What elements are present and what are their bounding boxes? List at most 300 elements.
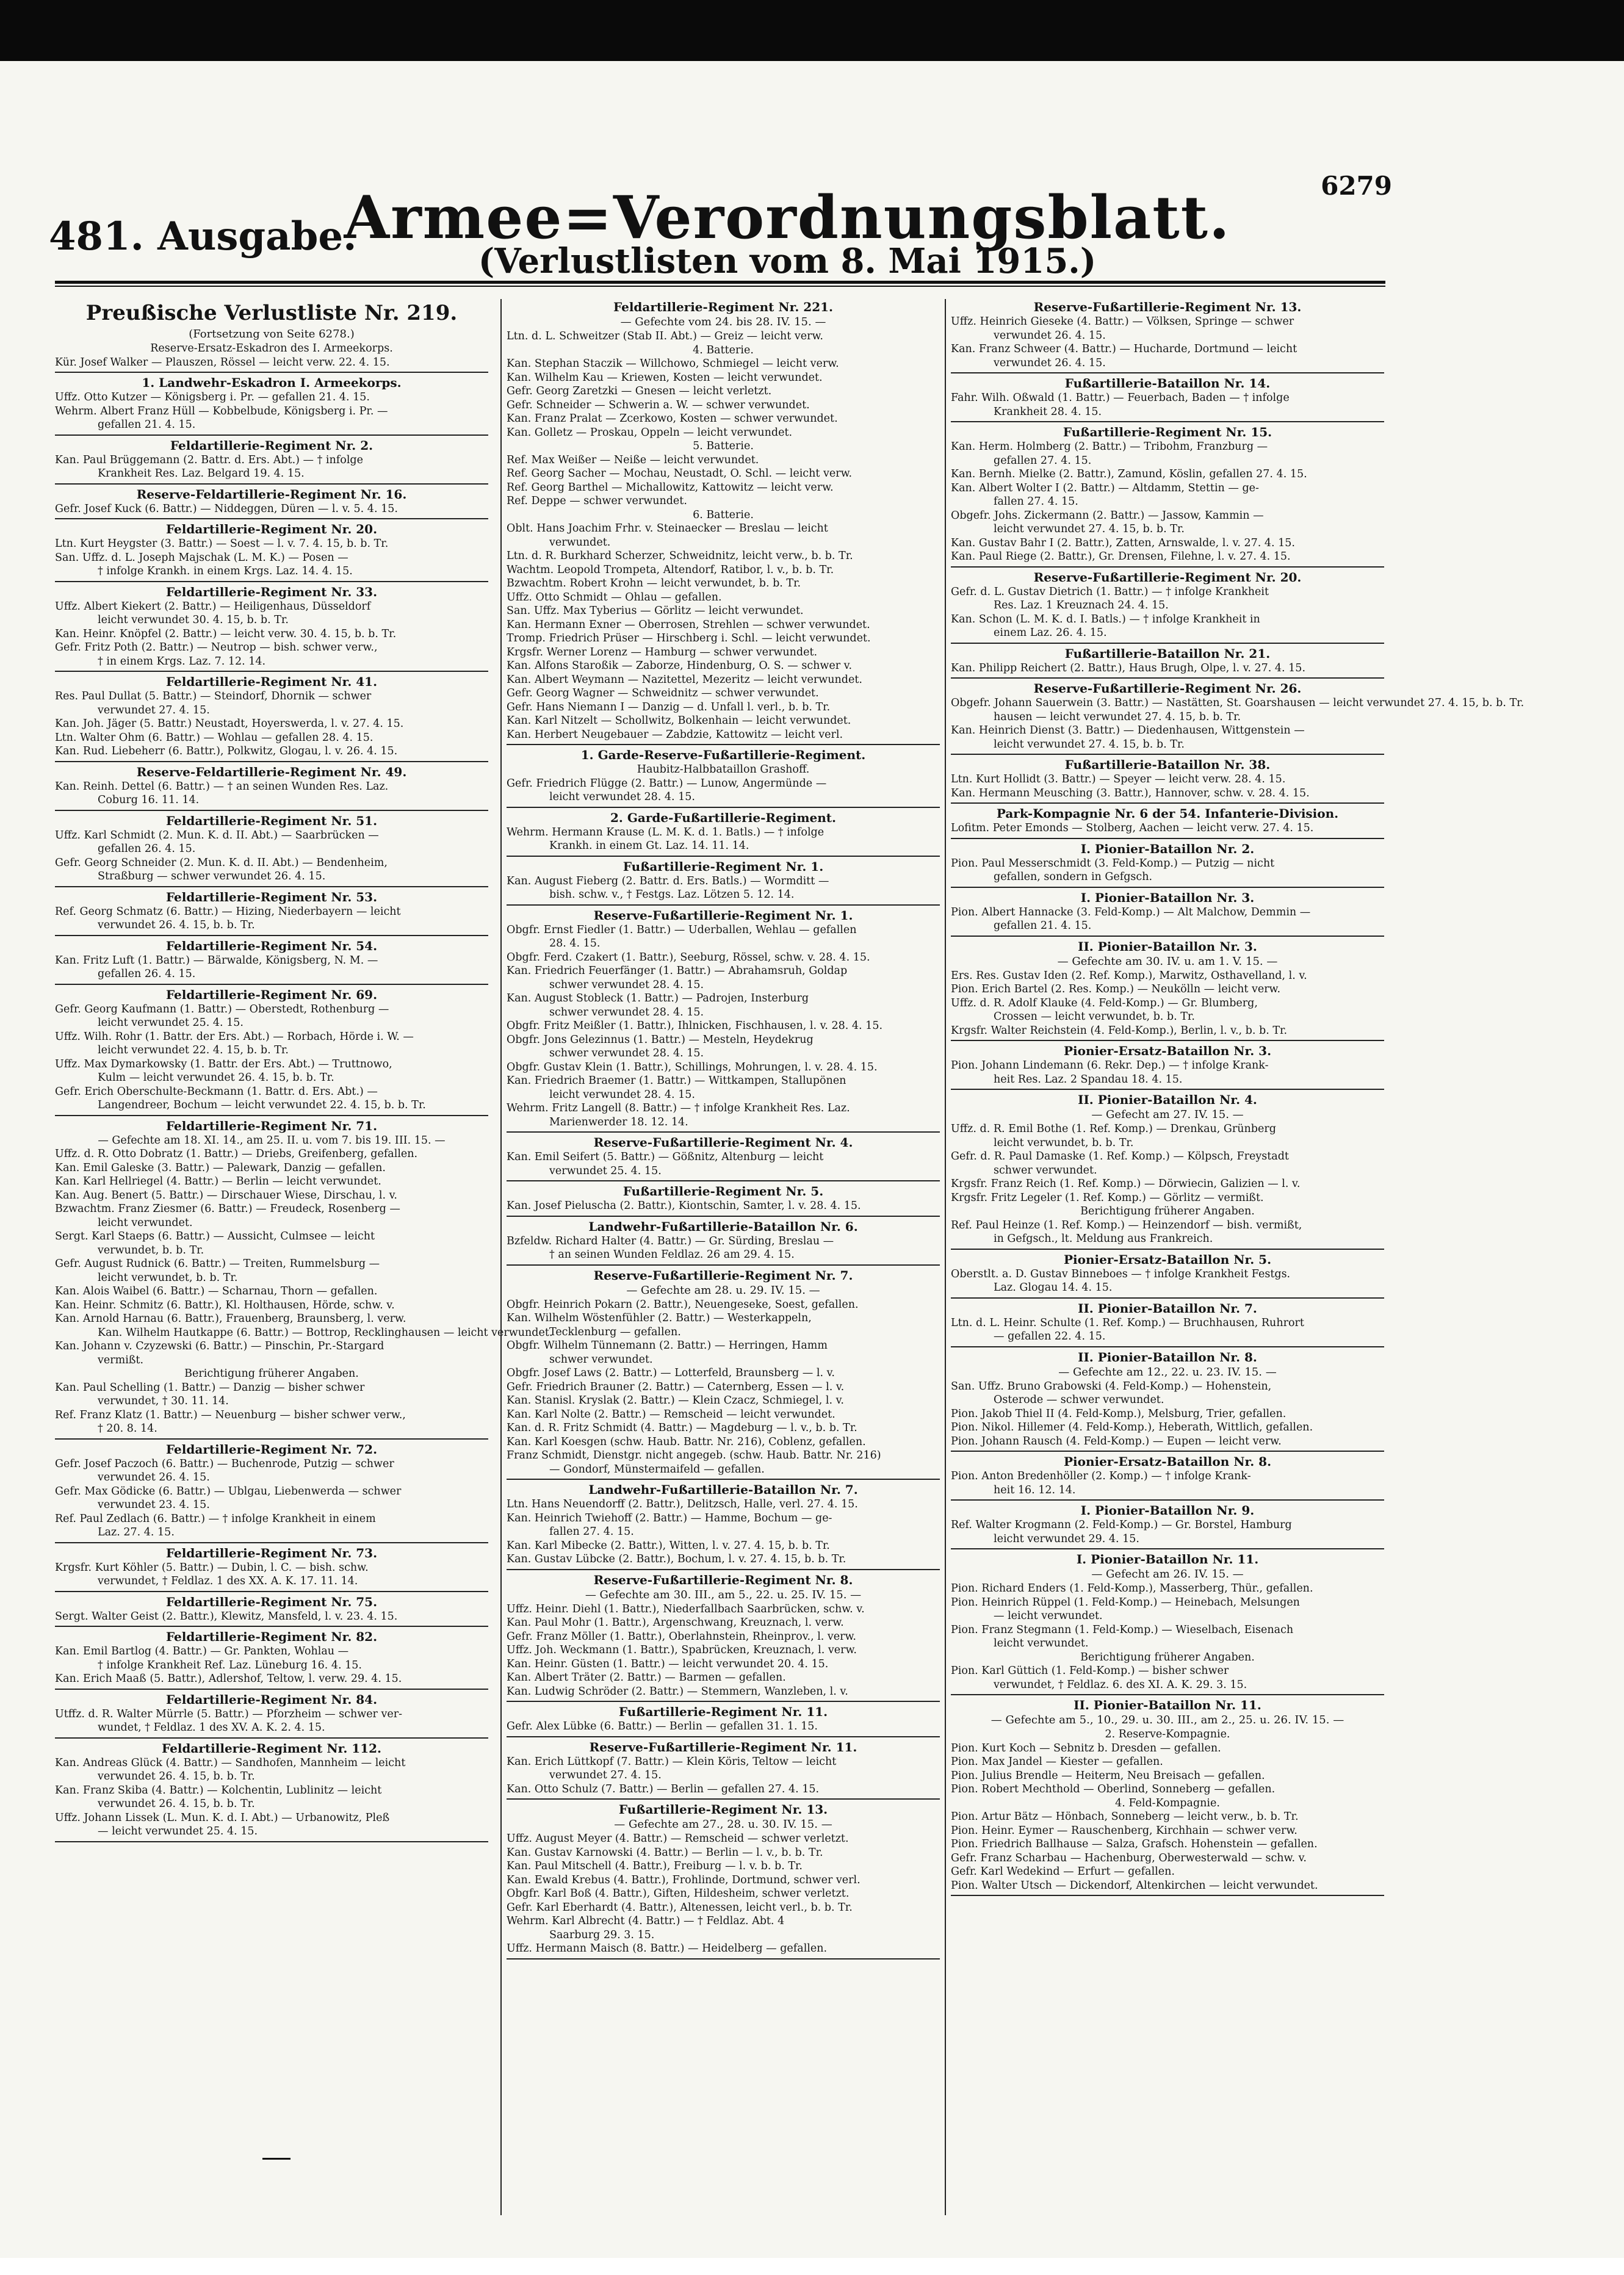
casualty-entry: verwundet, † Feldlaz. 1 des XX. A. K. 17. 11. 14. — [98, 1575, 358, 1587]
section-heading: I. Pionier-Bataillon Nr. 9. — [1080, 1503, 1255, 1518]
scan-border — [0, 0, 1624, 61]
casualty-entry: Pion. Franz Stegmann (1. Feld-Komp.) — Wieselbach, Eisenach — [951, 1623, 1294, 1636]
list-section — [951, 299, 1384, 373]
section-heading: Reserve-Fußartillerie-Regiment Nr. 8. — [593, 1572, 853, 1587]
section-heading: Fußartillerie-Regiment Nr. 1. — [623, 859, 824, 874]
list-section — [951, 939, 1384, 1042]
list-section — [507, 907, 940, 1133]
casualty-entry: Krankheit Res. Laz. Belgard 19. 4. 15. — [98, 467, 305, 480]
list-section — [507, 859, 940, 906]
casualty-entry: Gefr. Georg Kaufmann (1. Battr.) — Oberstedt, Rothenburg — — [55, 1003, 389, 1015]
casualty-entry: schwer verwundet 28. 4. 15. — [549, 1006, 704, 1019]
casualty-entry: † in einem Krgs. Laz. 7. 12. 14. — [98, 655, 266, 668]
casualty-entry: Utffz. d. R. Walter Mürrle (5. Battr.) — Pforzheim — schwer ver- — [55, 1707, 402, 1720]
list-section — [55, 1740, 488, 1842]
casualty-entry: Kan. Fritz Luft (1. Battr.) — Bärwalde, Königsberg, N. M. — — [55, 954, 378, 967]
casualty-entry: Kan. Emil Seifert (5. Battr.) — Gößnitz, Altenburg — leicht — [507, 1151, 824, 1163]
section-heading: Reserve-Fußartillerie-Regiment Nr. 1. — [593, 907, 853, 923]
casualty-entry: Krgsfr. Werner Lorenz — Hamburg — schwer verwundet. — [507, 646, 818, 658]
casualty-entry: bish. schw. v., † Festgs. Laz. Lötzen 5. 12. 14. — [549, 889, 795, 901]
casualty-entry: Pion. Anton Bredenhöller (2. Komp.) — † infolge Krank- — [951, 1470, 1251, 1482]
casualty-entry: verwundet 26. 4. 15. — [98, 1471, 210, 1484]
section-heading: 1. Garde-Reserve-Fußartillerie-Regiment. — [580, 748, 866, 762]
casualty-entry: vermißt. — [98, 1354, 144, 1366]
casualty-entry: Marienwerder 18. 12. 14. — [549, 1116, 688, 1128]
list-section — [507, 1704, 940, 1737]
list-section — [951, 841, 1384, 888]
casualty-entry: Gefr. Josef Kuck (6. Battr.) — Niddeggen, Düren — l. v. 5. 4. 15. — [55, 502, 398, 515]
list-section — [951, 1551, 1384, 1695]
subsection-label: Berichtigung früherer Angaben. — [184, 1368, 359, 1380]
casualty-entry: leicht verwundet 27. 4. 15, b. b. Tr. — [994, 738, 1185, 751]
list-section — [951, 1502, 1384, 1549]
casualty-entry: Obgefr. Johs. Zickermann (2. Battr.) — Jassow, Kammin — — [951, 509, 1264, 522]
section-heading: Reserve-Feldartillerie-Regiment Nr. 49. — [136, 764, 407, 779]
casualty-entry: Obgfr. Fritz Meißler (1. Battr.), Ihlnicken, Fischhausen, l. v. 28. 4. 15. — [507, 1020, 883, 1032]
masthead-rule — [55, 281, 1385, 287]
casualty-entry: Kan. Karl Mibecke (2. Battr.), Witten, l. v. 27. 4. 15, b. b. Tr. — [507, 1539, 830, 1552]
section-heading: Feldartillerie-Regiment Nr. 72. — [165, 1441, 378, 1457]
casualty-entry: Straßburg — schwer verwundet 26. 4. 15. — [98, 870, 326, 882]
casualty-entry: Ref. Walter Krogmann (2. Feld-Komp.) — Gr. Borstel, Hamburg — [951, 1519, 1292, 1531]
section-heading: Pionier-Ersatz-Bataillon Nr. 3. — [1063, 1044, 1272, 1058]
section-heading: Pionier-Ersatz-Bataillon Nr. 5. — [1063, 1252, 1272, 1267]
casualty-entry: Ref. Georg Sacher — Mochau, Neustadt, O. Schl. — leicht verw. — [507, 467, 853, 480]
casualty-entry: Kan. Golletz — Proskau, Oppeln — leicht verwundet. — [507, 426, 793, 439]
list-section — [951, 375, 1384, 422]
subsection-label: 2. Reserve-Kompagnie. — [1105, 1728, 1230, 1740]
casualty-entry: Oblt. Hans Joachim Frhr. v. Steinaecker — Breslau — leicht — [507, 522, 828, 535]
casualty-entry: verwundet 25. 4. 15. — [549, 1164, 662, 1177]
casualty-entry: Wehrm. Karl Albrecht (4. Battr.) — † Feldlaz. Abt. 4 — [507, 1915, 785, 1927]
casualty-entry: Laz. Glogau 14. 4. 15. — [994, 1282, 1113, 1294]
section-heading: Fußartillerie-Regiment Nr. 15. — [1063, 425, 1272, 439]
casualty-entry: Kan. Wilhelm Kau — Kriewen, Kosten — leicht verwundet. — [507, 371, 823, 384]
list-section — [55, 1594, 488, 1628]
casualty-entry: Pion. Max Jandel — Kiester — gefallen. — [951, 1756, 1163, 1768]
list-section — [55, 889, 488, 936]
casualty-entry: heit 16. 12. 14. — [994, 1484, 1076, 1496]
casualty-entry: Kan. Hermann Meusching (3. Battr.), Hannover, schw. v. 28. 4. 15. — [951, 787, 1310, 799]
casualty-entry: leicht verwundet 27. 4. 15, b. b. Tr. — [994, 523, 1185, 535]
list-section — [951, 1092, 1384, 1250]
casualty-entry: Kan. Karl Hellriegel (4. Battr.) — Berlin — leicht verwundet. — [55, 1175, 381, 1188]
casualty-entry: Ers. Res. Gustav Iden (2. Ref. Komp.), Marwitz, Osthavelland, l. v. — [951, 969, 1307, 982]
list-section — [951, 757, 1384, 804]
list-section — [951, 569, 1384, 644]
casualty-entry: Fahr. Wilh. Oßwald (1. Battr.) — Feuerbach, Baden — † infolge — [951, 392, 1290, 404]
masthead-subtitle: (Verlustlisten vom 8. Mai 1915.) — [478, 241, 1097, 281]
section-heading: Preußische Verlustliste Nr. 219. — [85, 301, 458, 325]
casualty-entry: Kan. Franz Skiba (4. Battr.) — Kolchentin, Lublinitz — leicht — [55, 1784, 382, 1797]
casualty-entry: Bzwachtm. Robert Krohn — leicht verwundet, b. b. Tr. — [507, 577, 801, 589]
subsection-label: 6. Batterie. — [693, 508, 754, 521]
casualty-entry: Gefr. Karl Eberhardt (4. Battr.), Altenessen, leicht verl., b. b. Tr. — [507, 1901, 853, 1914]
casualty-entry: verwundet 26. 4. 15, b. b. Tr. — [98, 1770, 255, 1783]
section-heading: 2. Garde-Fußartillerie-Regiment. — [610, 810, 836, 825]
casualty-entry: Obgfr. Gustav Klein (1. Battr.), Schillings, Mohrungen, l. v. 28. 4. 15. — [507, 1061, 878, 1073]
list-section — [55, 1441, 488, 1543]
casualty-entry: Kan. Alois Waibel (6. Battr.) — Scharnau, Thorn — gefallen. — [55, 1285, 378, 1297]
casualty-entry: Kan. Wilhelm Hautkappe (6. Battr.) — Bottrop, Recklinghausen — leicht verwundet. — [98, 1326, 553, 1339]
casualty-entry: † an seinen Wunden Feldlaz. 26 am 29. 4. 15. — [549, 1249, 795, 1261]
casualty-entry: Uffz. Albert Kiekert (2. Battr.) — Heiligenhaus, Düsseldorf — [55, 600, 371, 613]
casualty-entry: Kan. Karl Nitzelt — Schollwitz, Bolkenhain — leicht verwundet. — [507, 715, 851, 727]
casualty-entry: Kan. Andreas Glück (4. Battr.) — Sandhofen, Mannheim — leicht — [55, 1756, 406, 1769]
casualty-entry: Kan. Johann v. Czyzewski (6. Battr.) — Pinschin, Pr.-Stargard — [55, 1340, 384, 1352]
casualty-entry: Kan. Herm. Holmberg (2. Battr.) — Tribohm, Franzburg — — [951, 441, 1268, 453]
casualty-entry: Kan. Josef Pieluscha (2. Battr.), Kiontschin, Samter, l. v. 28. 4. 15. — [507, 1200, 861, 1212]
casualty-entry: Kür. Josef Walker — Plauszen, Rössel — leicht verw. 22. 4. 15. — [55, 356, 390, 369]
casualty-entry: Uffz. d. R. Emil Bothe (1. Ref. Komp.) — Drenkau, Grünberg — [951, 1123, 1276, 1135]
subsection-label: 4. Feld-Kompagnie. — [1115, 1797, 1220, 1809]
casualty-entry: gefallen 26. 4. 15. — [98, 968, 196, 980]
casualty-entry: Ref. Franz Klatz (1. Battr.) — Neuenburg — bisher schwer verw., — [55, 1408, 406, 1421]
printer-mark — [262, 2158, 291, 2160]
casualty-entry: Pion. Jakob Thiel II (4. Feld-Komp.), Melsburg, Trier, gefallen. — [951, 1407, 1287, 1420]
casualty-entry: Wehrm. Hermann Krause (L. M. K. d. 1. Batls.) — † infolge — [507, 826, 825, 838]
casualty-entry: Kan. Aug. Benert (5. Battr.) — Dirschauer Wiese, Dirschau, l. v. — [55, 1189, 397, 1202]
casualty-entry: Obgefr. Johann Sauerwein (3. Battr.) — Nastätten, St. Goarshausen — leicht verwundet 27. 4. 15, b. b. Tr. — [951, 697, 1525, 709]
casualty-entry: Pion. Robert Mechthold — Oberlind, Sonneberg — gefallen. — [951, 1783, 1276, 1795]
subsection-label: Haubitz-Halbbataillon Grashoff. — [637, 763, 810, 776]
casualty-entry: Kan. Ludwig Schröder (2. Battr.) — Stemmern, Wanzleben, l. v. — [507, 1685, 848, 1698]
casualty-entry: Pion. Johann Lindemann (6. Rekr. Dep.) — † infolge Krank- — [951, 1059, 1269, 1072]
casualty-entry: Gefr. Erich Oberschulte-Beckmann (1. Battr. d. Ers. Abt.) — — [55, 1085, 378, 1098]
casualty-entry: Ref. Paul Heinze (1. Ref. Komp.) — Heinzendorf — bish. vermißt, — [951, 1219, 1302, 1231]
casualty-entry: gefallen 21. 4. 15. — [994, 920, 1092, 932]
list-section — [55, 674, 488, 762]
casualty-entry: leicht verwundet, b. b. Tr. — [98, 1271, 238, 1284]
casualty-entry: in Gefgsch., lt. Meldung aus Frankreich. — [994, 1233, 1213, 1245]
casualty-entry: Kan. Stephan Staczik — Willchowo, Schmiegel — leicht verw. — [507, 358, 839, 370]
section-heading: 1. Landwehr-Eskadron I. Armeekorps. — [142, 375, 402, 390]
casualty-entry: Kan. Alfons Staroßik — Zaborze, Hindenburg, O. S. — schwer v. — [507, 660, 853, 672]
section-heading: II. Pionier-Bataillon Nr. 11. — [1074, 1698, 1261, 1712]
list-section — [951, 890, 1384, 937]
casualty-entry: Kan. August Stobleck (1. Battr.) — Padrojen, Insterburg — [507, 992, 809, 1004]
casualty-entry: Kan. August Fieberg (2. Battr. d. Ers. Batls.) — Wormditt — — [507, 874, 829, 887]
casualty-entry: Ltn. Walter Ohm (6. Battr.) — Wohlau — gefallen 28. 4. 15. — [55, 731, 374, 744]
list-section — [951, 1252, 1384, 1299]
section-heading: Feldartillerie-Regiment Nr. 54. — [165, 938, 378, 953]
casualty-entry: Sergt. Walter Geist (2. Battr.), Klewitz, Mansfeld, l. v. 23. 4. 15. — [55, 1610, 398, 1623]
casualty-entry: gefallen, sondern in Gefgsch. — [994, 871, 1153, 883]
casualty-entry: Kan. Franz Schweer (4. Battr.) — Hucharde, Dortmund — leicht — [951, 343, 1297, 355]
casualty-entry: † 20. 8. 14. — [98, 1422, 157, 1435]
section-heading: Feldartillerie-Regiment Nr. 84. — [165, 1692, 378, 1707]
casualty-entry: Ref. Paul Zedlach (6. Battr.) — † infolge Krankheit in einem — [55, 1512, 376, 1525]
list-section — [507, 1267, 940, 1480]
list-section — [951, 1454, 1384, 1501]
column-3 — [945, 299, 1525, 2215]
list-section — [55, 1545, 488, 1592]
masthead-title: Armee=Verordnungsblatt. — [344, 183, 1231, 252]
casualty-entry: Gefr. Georg Zaretzki — Gnesen — leicht verletzt. — [507, 385, 772, 397]
section-heading: Feldartillerie-Regiment Nr. 82. — [165, 1629, 378, 1644]
casualty-entry: Kan. Schon (L. M. K. d. I. Batls.) — † infolge Krankheit in — [951, 613, 1260, 626]
casualty-entry: Ltn. Kurt Heygster (3. Battr.) — Soest — l. v. 7. 4. 15, b. b. Tr. — [55, 538, 389, 550]
casualty-entry: verwundet, b. b. Tr. — [98, 1244, 204, 1256]
list-section — [507, 1572, 940, 1703]
casualty-entry: Ltn. Kurt Hollidt (3. Battr.) — Speyer — leicht verw. 28. 4. 15. — [951, 773, 1286, 785]
casualty-entry: Kan. Franz Pralat — Zcerkowo, Kosten — schwer verwundet. — [507, 413, 838, 425]
subsection-label: — Gefechte am 18. XI. 14., am 25. II. u. vom 7. bis 19. III. 15. — — [98, 1134, 446, 1147]
casualty-entry: Kan. Erich Lüttkopf (7. Battr.) — Klein Köris, Teltow — leicht — [507, 1755, 837, 1768]
casualty-entry: Kan. Friedrich Feuerfänger (1. Battr.) — Abrahamsruh, Goldap — [507, 965, 848, 977]
casualty-entry: Res. Laz. 1 Kreuznach 24. 4. 15. — [994, 599, 1169, 611]
page-number: 6279 — [1321, 171, 1392, 201]
section-subheading: — Gefechte am 5., 10., 29. u. 30. III., am 2., 25. u. 26. IV. 15. — — [991, 1714, 1344, 1726]
section-heading: Feldartillerie-Regiment Nr. 73. — [165, 1545, 378, 1560]
casualty-entry: verwundet. — [549, 536, 611, 549]
casualty-entry: Pion. Heinr. Eymer — Rauschenberg, Kirchhain — schwer verw. — [951, 1824, 1297, 1837]
casualty-entry: Ref. Georg Barthel — Michallowitz, Kattowitz — leicht verw. — [507, 481, 834, 494]
list-section — [507, 1134, 940, 1181]
list-section — [55, 375, 488, 436]
casualty-entry: Wachtm. Leopold Trompeta, Altendorf, Ratibor, l. v., b. b. Tr. — [507, 563, 834, 576]
casualty-entry: leicht verwundet 30. 4. 15, b. b. Tr. — [98, 614, 289, 626]
casualty-entry: gefallen 21. 4. 15. — [98, 419, 196, 431]
list-section — [507, 1801, 940, 1960]
section-heading: Pionier-Ersatz-Bataillon Nr. 8. — [1063, 1454, 1272, 1469]
casualty-entry: Gefr. August Rudnick (6. Battr.) — Treiten, Rummelsburg — — [55, 1258, 380, 1270]
section-subheading: — Gefecht am 26. IV. 15. — — [1091, 1568, 1244, 1581]
list-section — [55, 486, 488, 520]
column-1 — [55, 299, 553, 2215]
column-2 — [500, 299, 940, 2215]
casualty-entry: leicht verwundet 22. 4. 15, b. b. Tr. — [98, 1044, 289, 1056]
section-subheading: — Gefechte vom 24. bis 28. IV. 15. — — [620, 315, 826, 328]
casualty-entry: Kan. Friedrich Braemer (1. Battr.) — Wittkampen, Stallupönen — [507, 1075, 846, 1087]
list-section — [951, 1043, 1384, 1090]
list-section — [55, 938, 488, 985]
casualty-entry: leicht verwundet, b. b. Tr. — [994, 1136, 1134, 1149]
casualty-entry: Pion. Artur Bätz — Hönbach, Sonneberg — leicht verw., b. b. Tr. — [951, 1811, 1299, 1823]
section-subheading: (Fortsetzung von Seite 6278.) — [189, 328, 355, 341]
casualty-entry: verwundet 27. 4. 15. — [98, 704, 210, 716]
casualty-entry: Kan. Paul Schelling (1. Battr.) — Danzig — bisher schwer — [55, 1381, 365, 1394]
casualty-entry: Kan. Heinr. Schmitz (6. Battr.), Kl. Holthausen, Hörde, schw. v. — [55, 1299, 395, 1311]
list-section — [951, 806, 1384, 839]
section-heading: Reserve-Fußartillerie-Regiment Nr. 13. — [1033, 300, 1302, 314]
section-subheading: — Gefechte am 30. III., am 5., 22. u. 25. IV. 15. — — [585, 1588, 862, 1601]
casualty-entry: schwer verwundet. — [994, 1164, 1097, 1177]
casualty-entry: Kan. Reinh. Dettel (6. Battr.) — † an seinen Wunden Res. Laz. — [55, 780, 389, 793]
casualty-entry: Ltn. d. R. Burkhard Scherzer, Schweidnitz, leicht verw., b. b. Tr. — [507, 550, 853, 562]
list-section — [55, 764, 488, 811]
casualty-entry: 28. 4. 15. — [549, 937, 601, 950]
casualty-entry: Kan. Ewald Krebus (4. Battr.), Frohlinde, Dortmund, schwer verl. — [507, 1873, 861, 1886]
issue-number: 481. Ausgabe. — [49, 214, 357, 259]
casualty-entry: Bzwachtm. Franz Ziesmer (6. Battr.) — Freudeck, Rosenberg — — [55, 1203, 400, 1215]
casualty-entry: Uffz. Otto Kutzer — Königsberg i. Pr. — gefallen 21. 4. 15. — [55, 391, 370, 403]
casualty-entry: Uffz. d. R. Otto Dobratz (1. Battr.) — Driebs, Greifenberg, gefallen. — [55, 1148, 418, 1160]
casualty-entry: Kan. Heinr. Güsten (1. Battr.) — leicht verwundet 20. 4. 15. — [507, 1657, 829, 1670]
casualty-entry: Pion. Walter Utsch — Dickendorf, Altenkirchen — leicht verwundet. — [951, 1879, 1318, 1892]
list-section — [55, 1118, 553, 1440]
casualty-entry: Uffz. Joh. Weckmann (1. Battr.), Spabrücken, Kreuznach, l. verw. — [507, 1644, 857, 1656]
section-heading: Landwehr-Fußartillerie-Bataillon Nr. 7. — [588, 1482, 858, 1497]
casualty-entry: Uffz. Heinrich Gieseke (4. Battr.) — Völksen, Springe — schwer — [951, 315, 1294, 328]
casualty-entry: Krgsfr. Fritz Legeler (1. Ref. Komp.) — Görlitz — vermißt. — [951, 1191, 1264, 1204]
casualty-entry: Uffz. Otto Schmidt — Ohlau — gefallen. — [507, 591, 722, 604]
subsection-label: Reserve-Ersatz-Eskadron des I. Armeekorps. — [150, 342, 393, 355]
casualty-entry: Kan. Joh. Jäger (5. Battr.) Neustadt, Hoyerswerda, l. v. 27. 4. 15. — [55, 718, 404, 730]
casualty-entry: wundet, † Feldlaz. 1 des XV. A. K. 2. 4. 15. — [98, 1722, 325, 1734]
list-section — [951, 1300, 1384, 1347]
casualty-entry: Gefr. Alex Lübke (6. Battr.) — Berlin — gefallen 31. 1. 15. — [507, 1720, 818, 1732]
casualty-entry: leicht verwundet. — [994, 1637, 1089, 1649]
casualty-entry: Kan. Gustav Karnowski (4. Battr.) — Berlin — l. v., b. b. Tr. — [507, 1846, 823, 1859]
section-heading: Landwehr-Fußartillerie-Bataillon Nr. 6. — [588, 1219, 858, 1234]
casualty-entry: Coburg 16. 11. 14. — [98, 794, 200, 806]
section-heading: II. Pionier-Bataillon Nr. 8. — [1078, 1349, 1257, 1365]
casualty-entry: † infolge Krankheit Ref. Laz. Lüneburg 16. 4. 15. — [98, 1659, 362, 1671]
casualty-entry: leicht verwundet 25. 4. 15. — [98, 1017, 244, 1029]
casualty-entry: Uffz. Hermann Maisch (8. Battr.) — Heidelberg — gefallen. — [507, 1942, 828, 1955]
section-heading: I. Pionier-Bataillon Nr. 3. — [1080, 890, 1255, 905]
casualty-entry: — leicht verwundet. — [994, 1610, 1103, 1622]
casualty-entry: Obgfr. Jons Gelezinnus (1. Battr.) — Mesteln, Heydekrug — [507, 1033, 814, 1046]
section-heading: II. Pionier-Bataillon Nr. 3. — [1078, 939, 1257, 954]
section-heading: II. Pionier-Bataillon Nr. 4. — [1078, 1092, 1257, 1107]
section-heading: Fußartillerie-Regiment Nr. 5. — [623, 1184, 824, 1199]
casualty-entry: verwundet 26. 4. 15. — [994, 329, 1106, 342]
casualty-entry: verwundet 27. 4. 15. — [549, 1769, 662, 1781]
casualty-entry: Krgsfr. Walter Reichstein (4. Feld-Komp.), Berlin, l. v., b. b. Tr. — [951, 1024, 1288, 1037]
casualty-entry: Kan. Philipp Reichert (2. Battr.), Haus Brugh, Olpe, l. v. 27. 4. 15. — [951, 662, 1306, 674]
casualty-entry: Gefr. Friedrich Brauner (2. Battr.) — Caternberg, Essen — l. v. — [507, 1380, 845, 1393]
section-subheading: — Gefechte am 12., 22. u. 23. IV. 15. — — [1058, 1365, 1277, 1379]
casualty-entry: Gefr. Franz Möller (1. Battr.), Oberlahnstein, Rheinprov., l. verw. — [507, 1630, 856, 1643]
casualty-entry: Gefr. Max Gödicke (6. Battr.) — Ublgau, Liebenwerda — schwer — [55, 1485, 402, 1498]
list-section — [951, 680, 1525, 755]
casualty-entry: Kan. Heinrich Twiehoff (2. Battr.) — Hamme, Bochum — ge- — [507, 1512, 832, 1524]
casualty-entry: Pion. Paul Messerschmidt (3. Feld-Komp.) — Putzig — nicht — [951, 857, 1275, 870]
section-heading: Fußartillerie-Bataillon Nr. 38. — [1064, 757, 1271, 772]
casualty-entry: Oberstlt. a. D. Gustav Binneboes — † infolge Krankheit Festgs. — [951, 1267, 1291, 1280]
casualty-entry: Ref. Georg Schmatz (6. Battr.) — Hizing, Niederbayern — leicht — [55, 905, 401, 918]
casualty-entry: Gefr. d. L. Gustav Dietrich (1. Battr.) — † infolge Krankheit — [951, 585, 1269, 598]
casualty-entry: Obgfr. Ferd. Czakert (1. Battr.), Seeburg, Rössel, schw. v. 28. 4. 15. — [507, 951, 870, 964]
casualty-entry: verwundet 26. 4. 15, b. b. Tr. — [98, 919, 255, 931]
casualty-entry: Kan. Paul Riege (2. Battr.), Gr. Drensen, Filehne, l. v. 27. 4. 15. — [951, 550, 1291, 563]
section-heading: Reserve-Fußartillerie-Regiment Nr. 26. — [1033, 681, 1302, 696]
casualty-entry: Kan. Herbert Neugebauer — Zabdzie, Kattowitz — leicht verl. — [507, 728, 843, 741]
section-heading: Feldartillerie-Regiment Nr. 33. — [165, 584, 378, 599]
casualty-entry: Kan. Wilhelm Wöstenfühler (2. Battr.) — Westerkappeln, — [507, 1312, 812, 1324]
casualty-entry: Gefr. Georg Schneider (2. Mun. K. d. II. Abt.) — Bendenheim, — [55, 856, 388, 869]
casualty-entry: Sergt. Karl Staeps (6. Battr.) — Aussicht, Culmsee — leicht — [55, 1230, 375, 1242]
casualty-entry: gefallen 26. 4. 15. — [98, 843, 196, 855]
section-heading: Feldartillerie-Regiment Nr. 221. — [613, 300, 833, 314]
list-section — [55, 438, 488, 485]
casualty-entry: Langendreer, Bochum — leicht verwundet 22. 4. 15, b. b. Tr. — [98, 1099, 426, 1111]
casualty-entry: Kan. d. R. Fritz Schmidt (4. Battr.) — Magdeburg — l. v., b. b. Tr. — [507, 1422, 857, 1434]
casualty-entry: verwundet 23. 4. 15. — [98, 1499, 210, 1511]
casualty-entry: Obgfr. Josef Laws (2. Battr.) — Lotterfeld, Braunsberg — l. v. — [507, 1367, 835, 1379]
list-section — [507, 1219, 940, 1266]
casualty-entry: Kan. Heinrich Dienst (3. Battr.) — Diedenhausen, Wittgenstein — — [951, 724, 1305, 737]
section-heading: Fußartillerie-Bataillon Nr. 14. — [1064, 376, 1271, 391]
list-section — [507, 747, 940, 808]
casualty-entry: Obgfr. Ernst Fiedler (1. Battr.) — Uderballen, Wehlau — gefallen — [507, 923, 857, 936]
section-subheading: — Gefechte am 27., 28. u. 30. IV. 15. — — [614, 1818, 832, 1831]
list-section — [55, 584, 488, 672]
section-heading: I. Pionier-Bataillon Nr. 2. — [1080, 841, 1255, 856]
casualty-entry: leicht verwundet 28. 4. 15. — [549, 1088, 695, 1101]
section-heading: Park-Kompagnie Nr. 6 der 54. Infanterie-Division. — [996, 806, 1339, 821]
casualty-entry: Ref. Deppe — schwer verwundet. — [507, 495, 687, 507]
list-section — [951, 1349, 1384, 1452]
casualty-entry: Kan. Albert Weymann — Nazitettel, Mezeritz — leicht verwundet. — [507, 673, 862, 686]
casualty-entry: verwundet 26. 4. 15. — [994, 356, 1106, 369]
casualty-entry: Gefr. Friedrich Flügge (2. Battr.) — Lunow, Angermünde — — [507, 777, 827, 790]
list-section — [55, 1692, 488, 1739]
section-heading: Reserve-Fußartillerie-Regiment Nr. 4. — [593, 1135, 853, 1150]
subsection-label: Berichtigung früherer Angaben. — [1080, 1651, 1255, 1664]
subsection-label: Berichtigung früherer Angaben. — [1080, 1205, 1255, 1217]
casualty-entry: Gefr. Hans Niemann I — Danzig — d. Unfall l. verl., b. b. Tr. — [507, 701, 831, 713]
casualty-entry: Kan. Erich Maaß (5. Battr.), Adlershof, Teltow, l. verw. 29. 4. 15. — [55, 1673, 402, 1685]
casualty-entry: fallen 27. 4. 15. — [549, 1526, 634, 1538]
section-heading: Feldartillerie-Regiment Nr. 20. — [165, 522, 378, 536]
casualty-entry: Gefr. Josef Paczoch (6. Battr.) — Buchenrode, Putzig — schwer — [55, 1457, 394, 1470]
casualty-entry: schwer verwundet. — [549, 1353, 653, 1366]
casualty-entry: Obgfr. Wilhelm Tünnemann (2. Battr.) — Herringen, Hamm — [507, 1339, 828, 1352]
casualty-entry: einem Laz. 26. 4. 15. — [994, 627, 1107, 639]
casualty-entry: Kan. Karl Koesgen (schw. Haub. Battr. Nr. 216), Coblenz, gefallen. — [507, 1435, 866, 1448]
section-heading: Reserve-Fußartillerie-Regiment Nr. 20. — [1033, 569, 1302, 585]
subsection-label: 4. Batterie. — [693, 344, 754, 356]
casualty-entry: Lofitm. Peter Emonds — Stolberg, Aachen — leicht verw. 27. 4. 15. — [951, 822, 1314, 834]
casualty-entry: Wehrm. Fritz Langell (8. Battr.) — † infolge Krankheit Res. Laz. — [507, 1102, 850, 1114]
casualty-entry: verwundet, † 30. 11. 14. — [98, 1395, 229, 1407]
casualty-entry: Pion. Nikol. Hillemer (4. Feld-Komp.), Heberath, Wittlich, gefallen. — [951, 1421, 1313, 1433]
casualty-entry: schwer verwundet 28. 4. 15. — [549, 1047, 704, 1059]
casualty-entry: Kan. Paul Mohr (1. Battr.), Argenschwang, Kreuznach, l. verw. — [507, 1617, 844, 1629]
casualty-entry: Osterode — schwer verwundet. — [994, 1394, 1164, 1406]
section-subheading: — Gefecht am 27. IV. 15. — — [1091, 1108, 1244, 1121]
casualty-entry: Kan. Rud. Liebeherr (6. Battr.), Polkwitz, Glogau, l. v. 26. 4. 15. — [55, 745, 398, 757]
casualty-entry: Kan. Bernh. Mielke (2. Battr.), Zamund, Köslin, gefallen 27. 4. 15. — [951, 468, 1307, 480]
casualty-entry: Kan. Paul Brüggemann (2. Battr. d. Ers. Abt.) — † infolge — [55, 453, 363, 466]
casualty-entry: Kulm — leicht verwundet 26. 4. 15, b. b. Tr. — [98, 1072, 334, 1084]
casualty-entry: Saarburg 29. 3. 15. — [549, 1928, 655, 1941]
casualty-entry: Pion. Kurt Koch — Sebnitz b. Dresden — gefallen. — [951, 1742, 1221, 1754]
casualty-entry: Gefr. Fritz Poth (2. Battr.) — Neutrop — bish. schwer verw., — [55, 641, 378, 654]
casualty-entry: Krgsfr. Kurt Köhler (5. Battr.) — Dubin, l. C. — bish. schw. — [55, 1561, 369, 1574]
list-section — [507, 1183, 940, 1217]
casualty-entry: Kan. Paul Mitschell (4. Battr.), Freiburg — l. v. b. b. Tr. — [507, 1860, 803, 1872]
casualty-entry: fallen 27. 4. 15. — [994, 496, 1078, 508]
list-section — [55, 813, 488, 887]
casualty-entry: gefallen 27. 4. 15. — [994, 454, 1092, 467]
section-subheading: — Gefechte am 30. IV. u. am 1. V. 15. — — [1057, 954, 1278, 968]
casualty-entry: verwundet 26. 4. 15, b. b. Tr. — [98, 1798, 255, 1810]
casualty-entry: Pion. Richard Enders (1. Feld-Komp.), Masserberg, Thür., gefallen. — [951, 1582, 1313, 1595]
casualty-entry: Franz Schmidt, Dienstgr. nicht angegeb. (schw. Haub. Battr. Nr. 216) — [507, 1449, 881, 1462]
casualty-entry: Bzfeldw. Richard Halter (4. Battr.) — Gr. Sürding, Breslau — — [507, 1235, 834, 1247]
casualty-entry: Kan. Gustav Bahr I (2. Battr.), Zatten, Arnswalde, l. v. 27. 4. 15. — [951, 536, 1295, 549]
casualty-entry: hausen — leicht verwundet 27. 4. 15, b. b. Tr. — [994, 710, 1241, 723]
casualty-entry: Kan. Gustav Lübcke (2. Battr.), Bochum, l. v. 27. 4. 15, b. b. Tr. — [507, 1553, 846, 1565]
casualty-entry: Kan. Hermann Exner — Oberrosen, Strehlen — schwer verwundet. — [507, 618, 870, 631]
list-section — [507, 299, 940, 745]
casualty-entry: schwer verwundet 28. 4. 15. — [549, 978, 704, 991]
list-section — [507, 1739, 940, 1800]
